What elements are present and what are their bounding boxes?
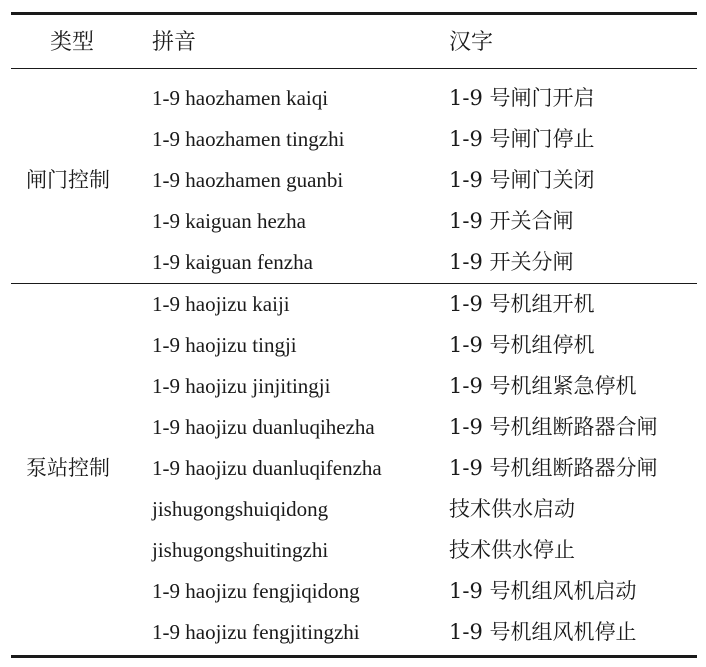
hanzi-cell: 技术供水停止 [449,538,575,562]
pinyin-cell: jishugongshuiqidong [152,497,329,521]
hanzi-cell: 1-9 号机组风机停止 [449,620,637,644]
hanzi-cell: 1-9 号机组断路器分闸 [449,456,658,480]
pinyin-cell: 1-9 haozhamen guanbi [152,168,344,192]
pinyin-cell: 1-9 haojizu fengjiqidong [152,579,360,603]
hanzi-cell: 1-9 号机组风机启动 [449,579,637,603]
hanzi-cell: 1-9 开关合闸 [449,209,574,233]
hanzi-cell: 1-9 号机组停机 [449,333,595,357]
hanzi-cell: 1-9 号机组紧急停机 [449,374,637,398]
pinyin-cell: 1-9 haojizu duanluqifenzha [152,456,382,480]
header-pinyin: 拼音 [152,30,197,55]
pinyin-cell: 1-9 haojizu kaiji [152,292,290,316]
pinyin-cell: 1-9 haojizu duanluqihezha [152,415,375,439]
top-rule [11,12,697,15]
pinyin-cell: 1-9 kaiguan fenzha [152,250,313,274]
hanzi-cell: 1-9 号闸门开启 [449,86,595,110]
pinyin-cell: jishugongshuitingzhi [152,538,329,562]
pinyin-cell: 1-9 haojizu fengjitingzhi [152,620,360,644]
hanzi-cell: 技术供水启动 [449,497,575,521]
pinyin-cell: 1-9 haozhamen kaiqi [152,86,329,110]
hanzi-cell: 1-9 号机组开机 [449,292,595,316]
pinyin-cell: 1-9 haozhamen tingzhi [152,127,345,151]
hanzi-cell: 1-9 号闸门停止 [449,127,595,151]
pinyin-cell: 1-9 haojizu tingji [152,333,297,357]
hanzi-cell: 1-9 号闸门关闭 [449,168,595,192]
header-rule [11,68,697,69]
header-type: 类型 [50,30,95,55]
pinyin-cell: 1-9 kaiguan hezha [152,209,306,233]
group-divider-rule [11,283,697,284]
hanzi-cell: 1-9 开关分闸 [449,250,574,274]
pinyin-cell: 1-9 haojizu jinjitingji [152,374,331,398]
group-type-pump-station-control: 泵站控制 [26,456,110,480]
group-type-gate-control: 闸门控制 [26,168,110,192]
header-hanzi: 汉字 [449,30,494,55]
hanzi-cell: 1-9 号机组断路器合闸 [449,415,658,439]
bottom-rule [11,655,697,658]
